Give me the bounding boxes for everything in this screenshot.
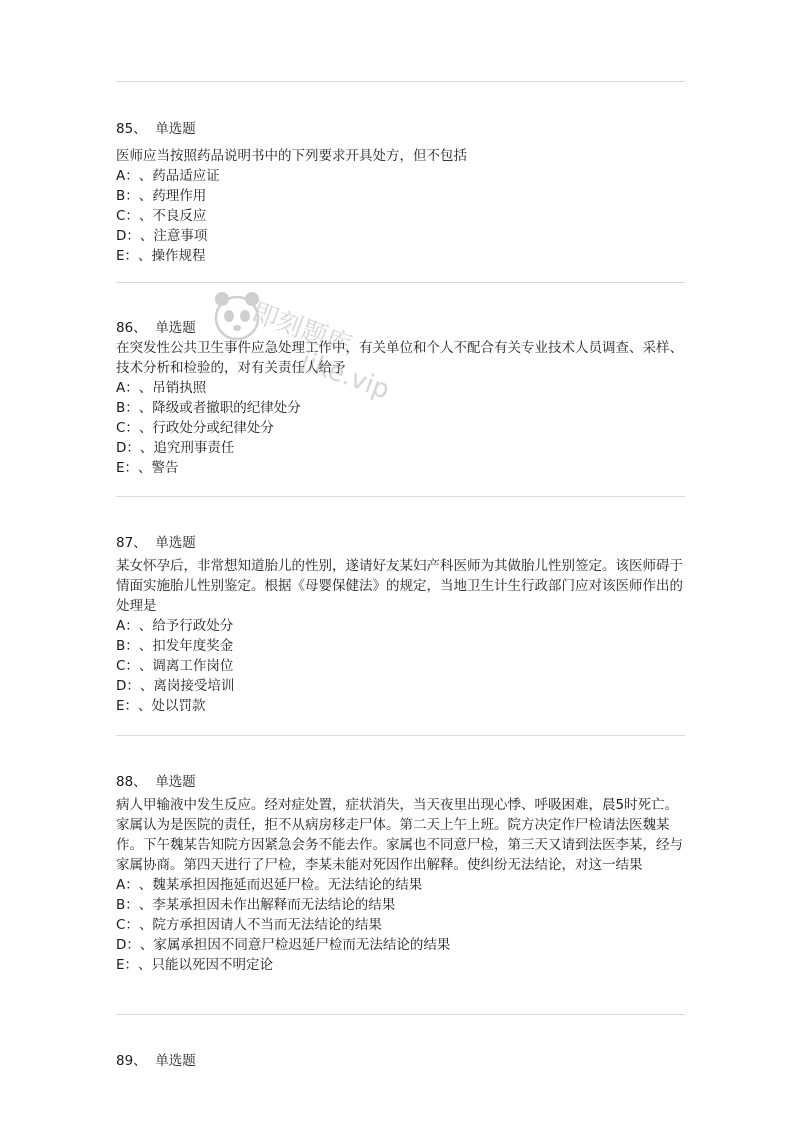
option-c[interactable]: C：、调离工作岗位 [116,658,234,674]
option-b[interactable]: B：、药理作用 [116,188,207,204]
option-e[interactable]: E：、只能以死因不明定论 [116,957,274,973]
option-e[interactable]: E：、处以罚款 [116,698,206,714]
divider [116,282,685,283]
question-header [116,1051,686,1071]
question-header [116,533,686,553]
divider [116,81,685,82]
question-number: 86、 [116,320,147,336]
divider [116,496,685,497]
option-c[interactable]: C：、院方承担因请人不当而无法结论的结果 [116,917,382,933]
question-number: 89、 [116,1053,147,1069]
question-type: 单选题 [155,774,196,790]
question-header [116,318,686,338]
option-e[interactable]: E：、操作规程 [116,248,206,264]
question-89 [116,1051,686,1078]
question-number: 85、 [116,121,147,137]
question-number: 88、 [116,774,147,790]
option-a[interactable]: A：、吊销执照 [116,380,207,396]
divider [116,735,685,736]
option-list [116,616,686,716]
question-number: 87、 [116,535,147,551]
option-a[interactable]: A：、药品适应证 [116,168,220,184]
option-d[interactable]: D：、注意事项 [116,228,208,244]
option-d[interactable]: D：、离岗接受培训 [116,678,235,694]
option-list [116,166,686,266]
question-type: 单选题 [155,320,196,336]
option-d[interactable]: D：、追究刑事责任 [116,440,235,456]
option-c[interactable]: C：、不良反应 [116,208,207,224]
question-87 [116,533,686,716]
question-type: 单选题 [155,535,196,551]
option-list [116,378,686,478]
question-85 [116,119,686,266]
option-b[interactable]: B：、李某承担因未作出解释而无法结论的结果 [116,897,396,913]
option-a[interactable]: A：、给予行政处分 [116,618,234,634]
question-text: 在突发性公共卫生事件应急处理工作中，有关单位和个人不配合有关专业技术人员调查、采样、技术分析和检验的，对有关责任人给予 [116,340,683,376]
option-c[interactable]: C：、行政处分或纪律处分 [116,420,274,436]
question-text: 某女怀孕后，非常想知道胎儿的性别，遂请好友某妇产科医师为其做胎儿性别签定。该医师碍于情面实施胎儿性别鉴定。根据《母婴保健法》的规定，当地卫生计生行政部门应对该医师作出的处理是 [116,558,683,614]
question-type: 单选题 [155,1053,196,1069]
watermark-site: jike.vip [296,346,394,406]
question-type: 单选题 [155,121,196,137]
option-e[interactable]: E：、警告 [116,460,179,476]
question-header [116,772,686,792]
divider [116,1014,685,1015]
option-a[interactable]: A：、魏某承担因拖延而迟延尸检。无法结论的结果 [116,877,423,893]
question-text: 病人甲输液中发生反应。经对症处置，症状消失，当天夜里出现心悸、呼吸困难，晨5时死亡。家属认为是医院的责任，拒不从病房移走尸体。第二天上午上班。院方决定作尸检请法医魏某作。下午魏某告知院方因紧急会务不能去作。家属也不同意尸检，第三天又请到法医李某，经与家属协商。第四天进行了尸检，李某未能对死因作出解释。使纠纷无法结论，对这一结果 [116,797,683,873]
watermark-brand: 即刻题库 [247,297,356,362]
option-d[interactable]: D：、家属承担因不同意尸检迟延尸检而无法结论的结果 [116,937,451,953]
question-88 [116,772,686,975]
option-b[interactable]: B：、降级或者撤职的纪律处分 [116,400,301,416]
question-text: 医师应当按照药品说明书中的下列要求开具处方，但不包括 [116,148,467,164]
question-86 [116,318,686,478]
option-list [116,875,686,975]
question-header [116,119,686,139]
option-b[interactable]: B：、扣发年度奖金 [116,638,234,654]
